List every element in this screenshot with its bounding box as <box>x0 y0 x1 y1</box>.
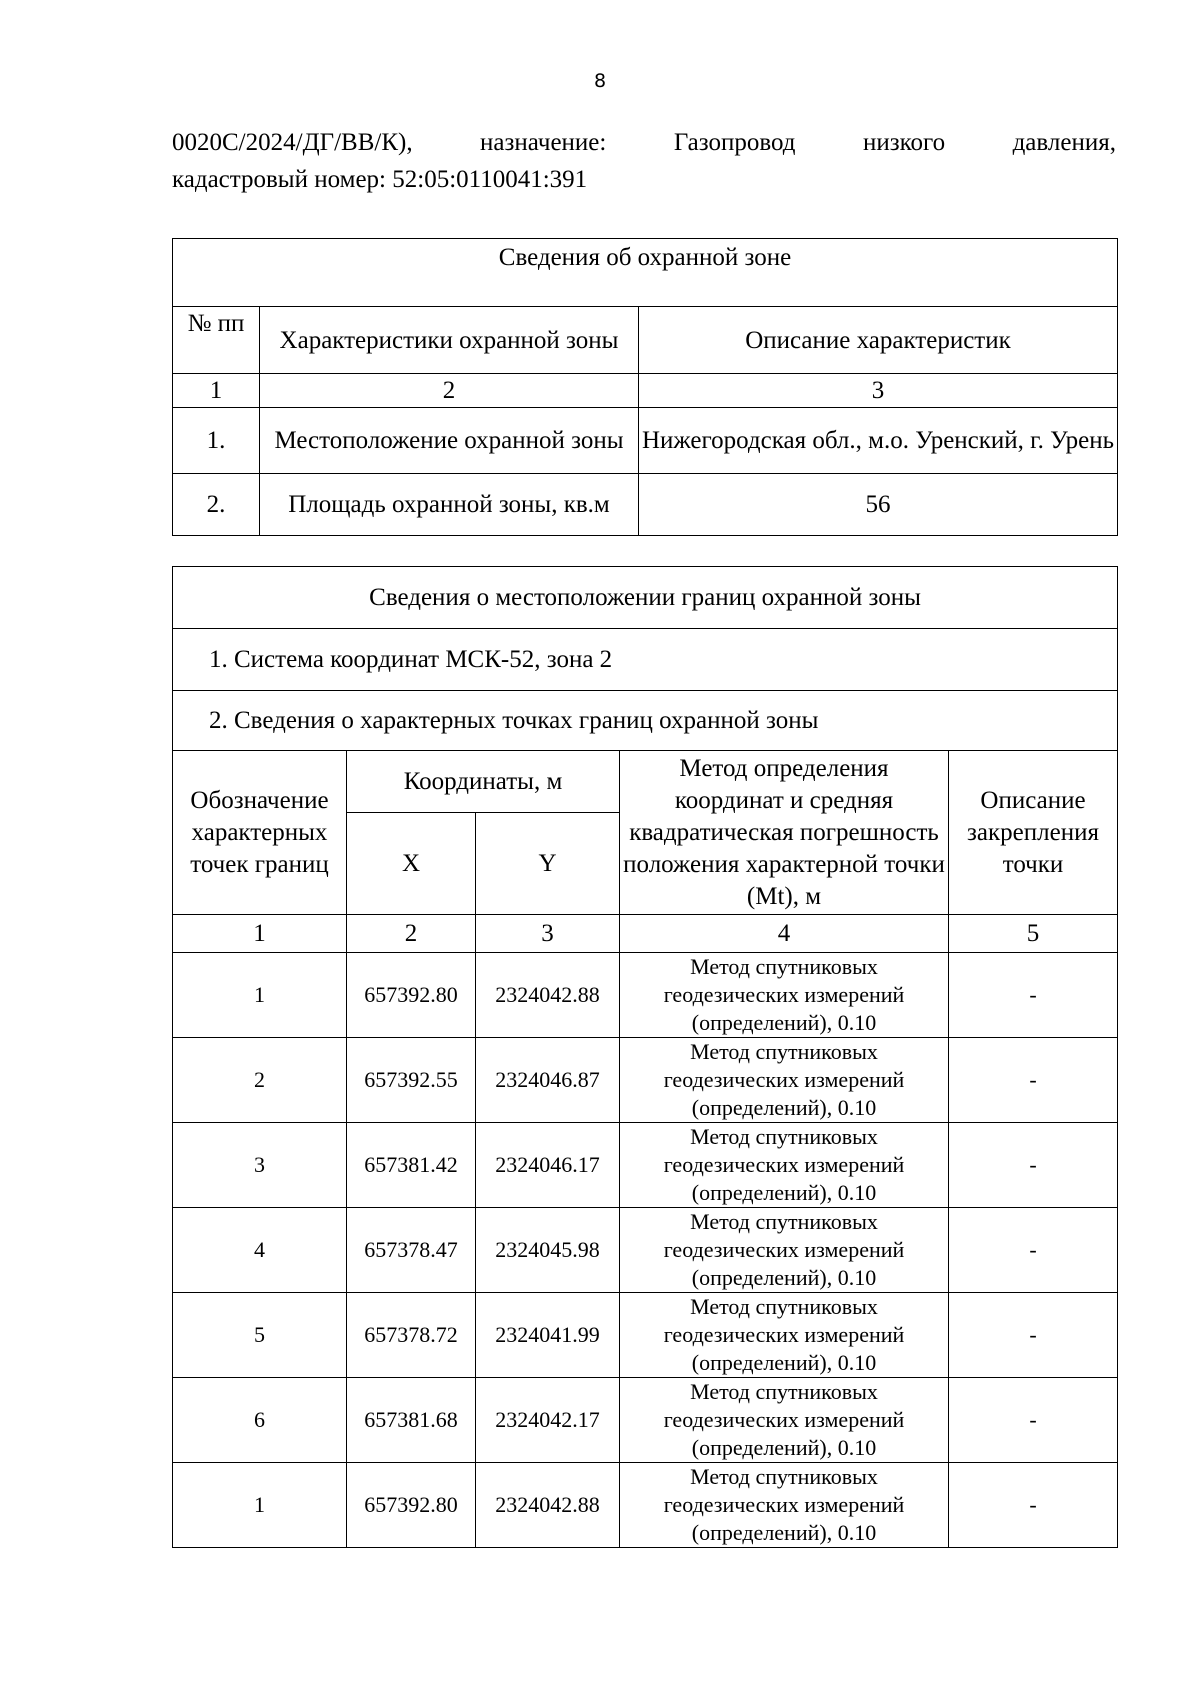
header-number: № пп <box>173 307 260 374</box>
col-number: 3 <box>476 915 620 953</box>
point-id: 1 <box>173 953 347 1038</box>
table-row <box>173 474 1118 536</box>
point-y: 2324041.99 <box>476 1293 620 1378</box>
point-id: 3 <box>173 1123 347 1208</box>
boundary-location-table <box>172 566 1118 1548</box>
coordinate-system: 1. Система координат МСК-52, зона 2 <box>173 629 1118 691</box>
point-y: 2324046.87 <box>476 1038 620 1123</box>
intro-line-2: кадастровый номер: 52:05:0110041:391 <box>172 166 588 193</box>
point-method: Метод спутниковых геодезических измерений (определений), 0.10 <box>620 1123 949 1208</box>
point-y: 2324042.88 <box>476 953 620 1038</box>
point-x: 657381.68 <box>347 1378 476 1463</box>
table-row <box>173 1208 1118 1293</box>
table-row <box>173 1293 1118 1378</box>
col-number: 2 <box>260 374 639 408</box>
row-number: 2. <box>173 474 260 536</box>
table-row <box>173 408 1118 474</box>
point-x: 657378.72 <box>347 1293 476 1378</box>
point-fixing: - <box>949 1378 1118 1463</box>
header-coordinates: Координаты, м <box>347 751 620 813</box>
protection-zone-table <box>172 238 1118 536</box>
intro-word: назначение: <box>480 129 607 156</box>
point-id: 1 <box>173 1463 347 1548</box>
point-id: 5 <box>173 1293 347 1378</box>
intro-word: 0020С/2024/ДГ/ВВ/К), <box>172 129 413 156</box>
row-value: Нижегородская обл., м.о. Уренский, г. Урень <box>639 408 1118 474</box>
point-method: Метод спутниковых геодезических измерений (определений), 0.10 <box>620 1038 949 1123</box>
col-number: 4 <box>620 915 949 953</box>
col-number: 1 <box>173 915 347 953</box>
boundary-table-title: Сведения о местоположении границ охранной зоны <box>173 567 1118 629</box>
table-row <box>173 1038 1118 1123</box>
intro-word: давления, <box>1012 129 1116 156</box>
point-x: 657392.80 <box>347 953 476 1038</box>
intro-line-1 <box>172 124 1116 161</box>
intro-paragraph <box>172 124 1116 198</box>
row-number: 1. <box>173 408 260 474</box>
intro-word: Газопровод <box>673 129 796 156</box>
row-value: 56 <box>639 474 1118 536</box>
table-row <box>173 1463 1118 1548</box>
col-number: 1 <box>173 374 260 408</box>
col-number: 2 <box>347 915 476 953</box>
point-x: 657392.55 <box>347 1038 476 1123</box>
header-x: X <box>347 813 476 915</box>
col-number: 3 <box>639 374 1118 408</box>
point-method: Метод спутниковых геодезических измерений (определений), 0.10 <box>620 1208 949 1293</box>
col-number: 5 <box>949 915 1118 953</box>
point-x: 657392.80 <box>347 1463 476 1548</box>
point-y: 2324042.17 <box>476 1378 620 1463</box>
point-id: 6 <box>173 1378 347 1463</box>
header-characteristic: Характеристики охранной зоны <box>260 307 639 374</box>
point-x: 657381.42 <box>347 1123 476 1208</box>
table-row <box>173 1378 1118 1463</box>
point-method: Метод спутниковых геодезических измерений (определений), 0.10 <box>620 953 949 1038</box>
header-description: Описание характеристик <box>639 307 1118 374</box>
point-method: Метод спутниковых геодезических измерений (определений), 0.10 <box>620 1293 949 1378</box>
point-fixing: - <box>949 1038 1118 1123</box>
header-method: Метод определения координат и средняя квадратическая погрешность положения характерной точки (Mt), м <box>620 751 949 915</box>
point-method: Метод спутниковых геодезических измерений (определений), 0.10 <box>620 1378 949 1463</box>
point-y: 2324046.17 <box>476 1123 620 1208</box>
point-y: 2324045.98 <box>476 1208 620 1293</box>
point-y: 2324042.88 <box>476 1463 620 1548</box>
point-method: Метод спутниковых геодезических измерений (определений), 0.10 <box>620 1463 949 1548</box>
point-fixing: - <box>949 1123 1118 1208</box>
header-y: Y <box>476 813 620 915</box>
point-fixing: - <box>949 1208 1118 1293</box>
point-fixing: - <box>949 1463 1118 1548</box>
points-section-title: 2. Сведения о характерных точках границ охранной зоны <box>173 691 1118 751</box>
point-id: 4 <box>173 1208 347 1293</box>
point-fixing: - <box>949 953 1118 1038</box>
point-x: 657378.47 <box>347 1208 476 1293</box>
page-number: 8 <box>593 70 607 92</box>
table-row <box>173 953 1118 1038</box>
zone-table-title: Сведения об охранной зоне <box>173 239 1118 307</box>
intro-word: низкого <box>862 129 946 156</box>
row-characteristic: Площадь охранной зоны, кв.м <box>260 474 639 536</box>
table-row <box>173 1123 1118 1208</box>
header-designation: Обозначение характерных точек границ <box>173 751 347 915</box>
row-characteristic: Местоположение охранной зоны <box>260 408 639 474</box>
point-fixing: - <box>949 1293 1118 1378</box>
point-id: 2 <box>173 1038 347 1123</box>
header-fixing: Описание закрепления точки <box>949 751 1118 915</box>
